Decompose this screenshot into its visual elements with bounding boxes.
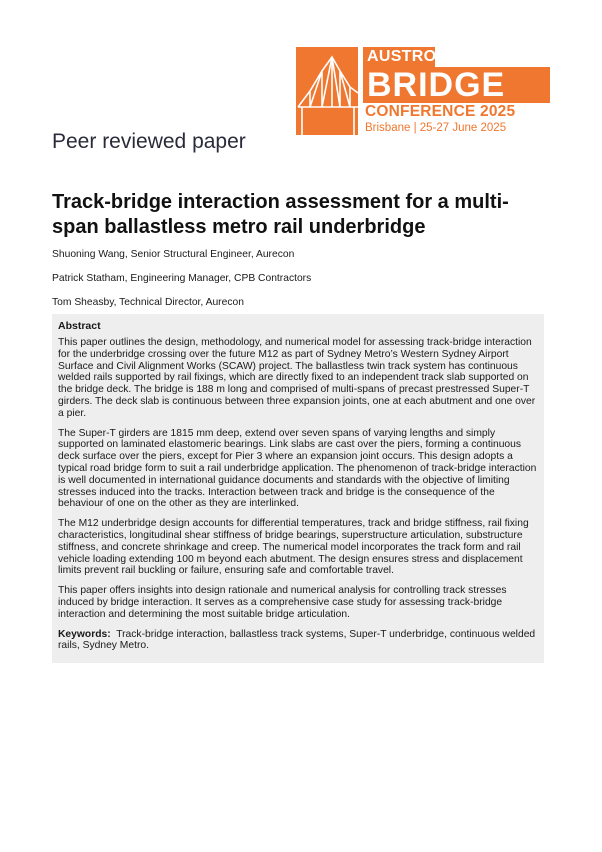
logo-line-conference: CONFERENCE 2025: [365, 103, 516, 120]
logo-line-austroads: AUSTROADS: [363, 47, 435, 67]
author-2: Patrick Statham, Engineering Manager, CPB Contractors: [52, 273, 312, 284]
logo-line-location-date: Brisbane | 25-27 June 2025: [365, 122, 507, 134]
abstract-paragraph-1: This paper outlines the design, methodology, and numerical model for assessing track-bridge interaction for the underbridge crossing over the future M12 as part of Sydney Metro’s Western Sydney Airport Surface and Civil Alignment Works (SCAW) project. The ballastless twin track system has continuous welded rails supported by rail fixings, which are directly fixed to an independent track slab supported on the bridge deck. The bridge is 188 m long and comprised of multi-spans of precast prestressed Super-T girders. The deck slab is continuous between three expansion joints, one at each abutment and one over a pier.: [58, 337, 536, 419]
keywords: [58, 629, 538, 653]
logo-line-bridge: BRIDGE: [363, 67, 550, 103]
keywords-text: Track-bridge interaction, ballastless track systems, Super-T underbridge, continuous welded rails, Sydney Metro.: [58, 628, 536, 652]
conference-logo: [296, 47, 550, 135]
abstract-section: [52, 314, 544, 663]
keywords-label: Keywords:: [58, 628, 111, 640]
bridge-icon: [296, 47, 358, 135]
author-list: [52, 249, 552, 321]
author-3: Tom Sheasby, Technical Director, Aurecon: [52, 297, 244, 308]
abstract-paragraph-3: The M12 underbridge design accounts for differential temperatures, track and bridge stiffness, rail fixing characteristics, longitudinal shear stiffness of bridge bearings, superstructure articulation, substructure stiffness, and concrete shrinkage and creep. The numerical model incorporates the track form and rail vehicle loading extending 100 m beyond each abutment. The design ensures stress and displacement limits prevent rail buckling or failure, ensuring safe and comfortable travel.: [58, 518, 529, 577]
abstract-paragraph-4: This paper offers insights into design rationale and numerical analysis for controlling track stresses induced by bridge interaction. It serves as a comprehensive case study for assessing track-bridge interaction and determining the most suitable bridge articulation.: [58, 585, 507, 620]
abstract-paragraph-2: The Super-T girders are 1815 mm deep, extend over seven spans of varying lengths and simply supported on laminated elastomeric bearings. Link slabs are cast over the piers, forming a continuous deck surface over the piers, except for Pier 3 where an expansion joint occurs. This design adopts a typical road bridge form to suit a rail underbridge application. The phenomenon of track-bridge interaction is well documented in international guidance documents and standards with the objective of limiting stresses induced into the tracks. Interaction between track and bridge is the consequence of the behaviour of one on the other as they are interlinked.: [58, 427, 537, 510]
peer-reviewed-label: Peer reviewed paper: [52, 130, 246, 153]
author-1: Shuoning Wang, Senior Structural Engineer, Aurecon: [52, 249, 295, 260]
abstract-heading: Abstract: [58, 320, 101, 332]
paper-title: Track-bridge interaction assessment for a multi-span ballastless metro rail underbridge: [52, 191, 509, 238]
